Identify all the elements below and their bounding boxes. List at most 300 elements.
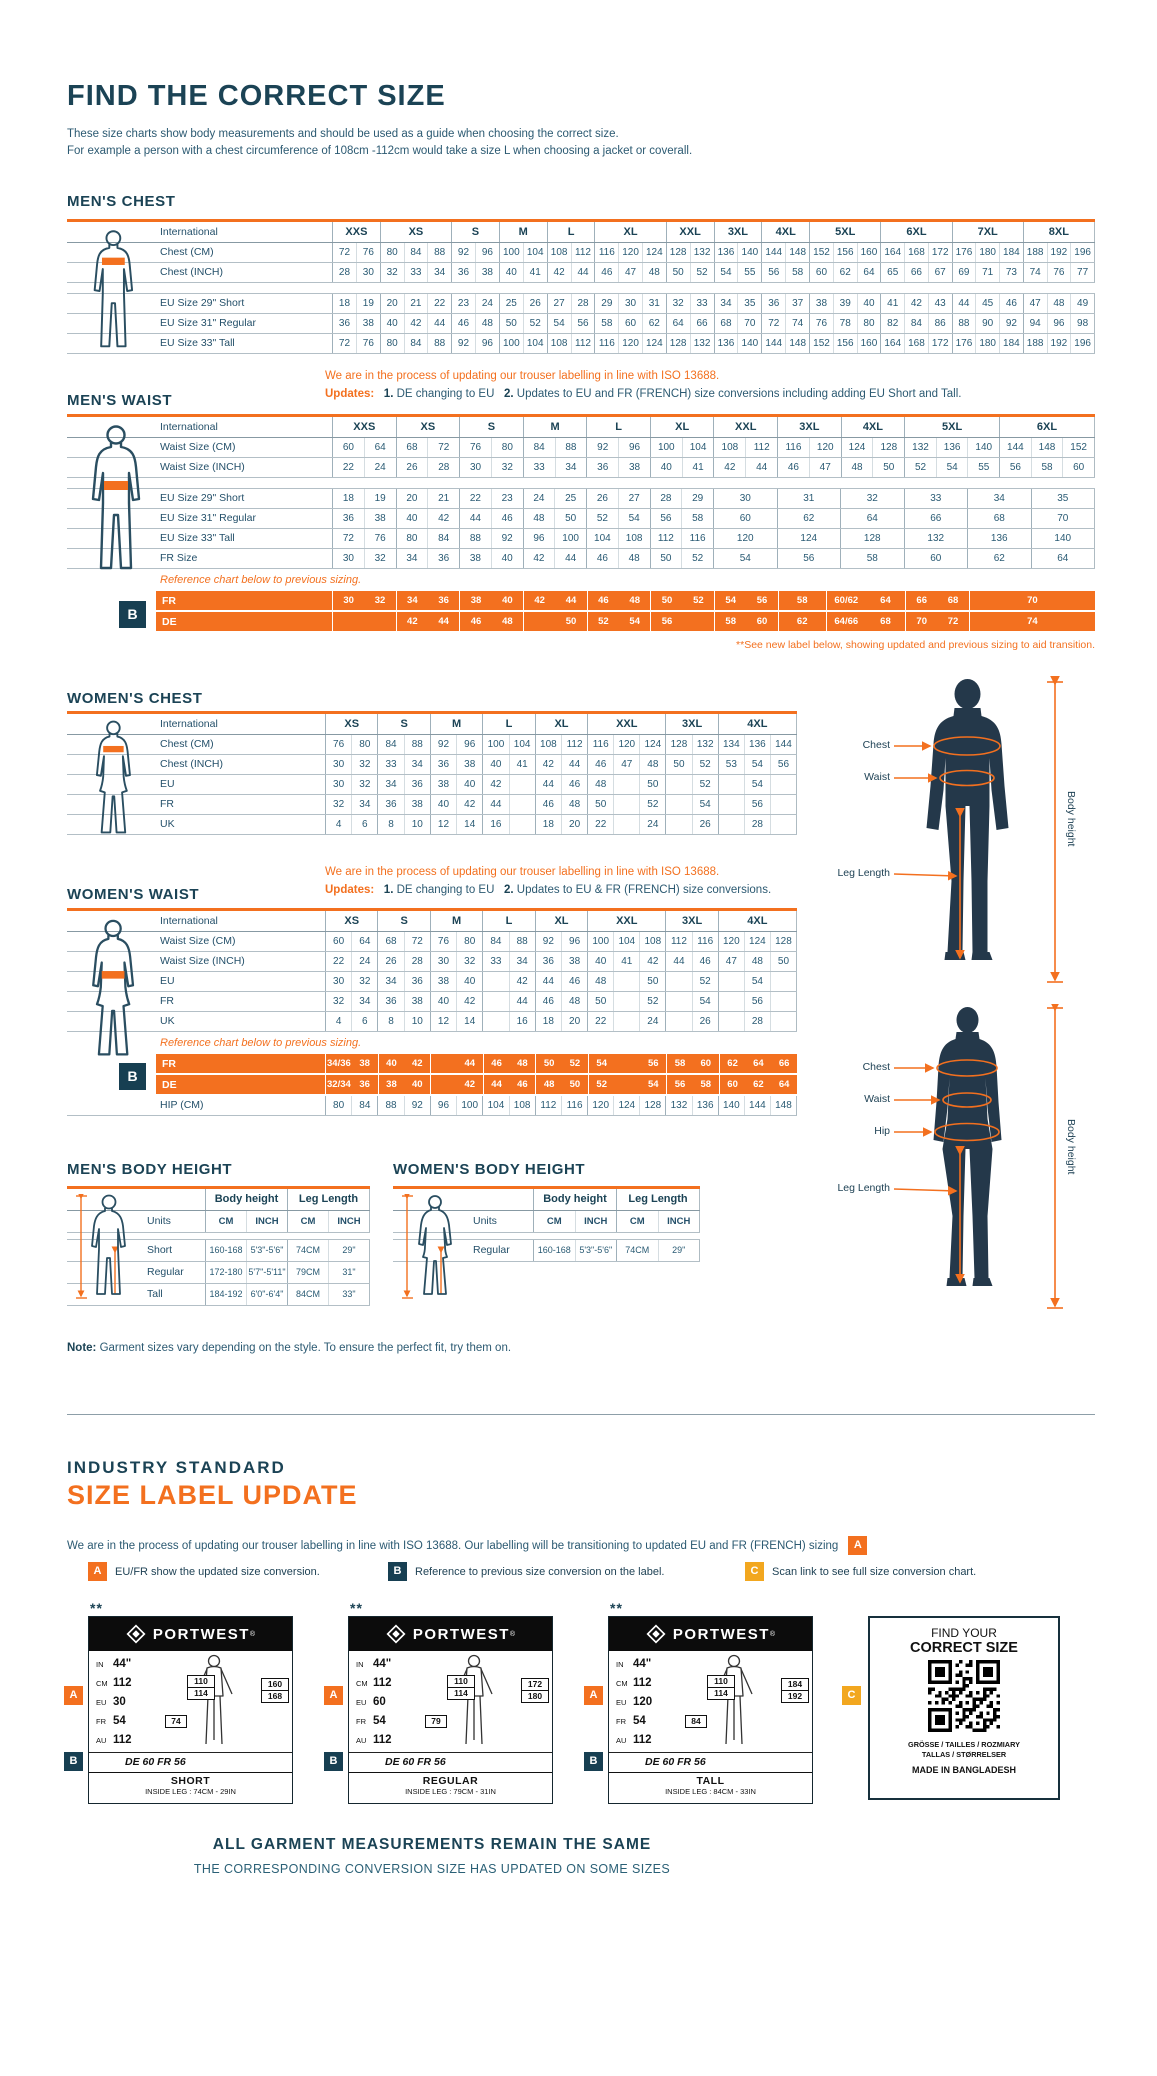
subtitle-line-2: For example a person with a chest circumference of 108cm -112cm would take a size L when choosing a jacket or coverall. [67,145,693,157]
size-cell: 36 [437,759,450,770]
size-cell: 44 [745,458,777,477]
size-cell-group [665,1096,717,1115]
size-cell-group [332,294,380,313]
size-cell-group [535,735,587,754]
sketch-figure-icon [703,1654,765,1750]
unit-value: 112 [373,1734,392,1746]
size-cell-group [459,612,523,631]
size-cell: 38 [561,952,587,971]
size-cell: 74 [1027,616,1038,627]
size-cell [431,1075,457,1094]
size-cell [613,795,639,814]
size-cell: 40 [660,462,672,473]
size-cell-group [650,612,714,631]
chest-label: Chest [862,1061,890,1073]
updates-label: Updates: [325,388,375,400]
size-cell: 120 [618,334,642,353]
size-cell: 18 [338,298,351,309]
size-cell: 40 [595,956,607,967]
size-cell: 100 [456,1096,482,1115]
size-cell: 180 [975,334,999,353]
size-cell: 23 [491,489,523,508]
size-cell: 34 [351,795,377,814]
size-conversion-list [616,1653,652,1748]
size-cell: 160 [857,243,881,262]
size-cell: 128 [669,338,687,349]
size-cell: 40 [857,294,881,313]
size-column-header: XXL [713,417,777,437]
size-cell: 37 [785,294,809,313]
size-cell: 144 [770,735,796,754]
row-label: Regular [473,1244,510,1256]
size-cell: 42 [456,992,482,1011]
size-cell: 88 [958,318,970,329]
size-cell: 62 [833,263,857,282]
size-cell: 38 [437,779,450,790]
size-cell-group [1023,294,1094,313]
unit-value: 44" [113,1658,132,1670]
size-cell: 54 [720,267,732,278]
size-cell-group [430,1096,482,1115]
size-cell: 33 [385,759,397,770]
size-cell: 14 [456,815,482,834]
size-cell-group [1031,529,1095,548]
size-cell-group [905,612,969,631]
size-column-header: L [482,911,534,931]
size-cell: 60 [618,314,642,333]
size-cell: 46 [457,318,470,329]
size-cell: 34 [427,263,451,282]
size-cell-group [523,529,587,548]
size-cell: 66 [778,1058,790,1069]
size-cell: 29 [681,489,713,508]
size-cell: CM [218,1216,234,1227]
unit-value: 60 [373,1696,386,1708]
size-cell: 76 [356,334,380,353]
size-cell: 84 [904,314,928,333]
size-cell-group [396,612,460,631]
size-cell: 44 [958,298,970,309]
size-cell: 94 [1029,318,1041,329]
size-cell-group [325,1012,377,1031]
size-column-header: 3XL [777,417,841,437]
portwest-logo [349,1617,552,1651]
portwest-logo [609,1617,812,1651]
size-cell: 64/66 [834,616,859,627]
size-cell-group [718,1012,796,1031]
size-cell-group [377,735,429,754]
size-cell: 22 [469,493,481,504]
size-cell: 44 [509,992,535,1011]
size-cell-group [482,972,534,991]
size-column-header: L [586,417,650,437]
size-cell: 38 [475,263,499,282]
badge-c: C [745,1562,764,1581]
size-cell [613,992,639,1011]
correct-size-label: CORRECT SIZE [910,1640,1018,1656]
size-cell-group [665,775,717,794]
size-cell-group [587,775,665,794]
row-label: Chest (INCH) [160,266,224,278]
size-cell-group [809,263,880,282]
unit-value: 120 [633,1696,653,1708]
size-column-header: 4XL [761,222,809,242]
size-cell-group [650,509,714,528]
size-cell [613,775,639,794]
row-label: UK [160,1015,175,1027]
mens-waist-note: We are in the process of updating our trouser labelling in line with ISO 13688. Updates: 1. DE changing to EU 2. Updates to EU and FR (FRENCH) size conversions including adding EU Short and Tall. [325,367,961,403]
size-cell: 144 [1007,442,1024,453]
size-cell: 22 [427,294,451,313]
badge-b: B [388,1562,407,1581]
size-cell: 64 [857,263,881,282]
size-cell: 80 [857,314,881,333]
size-cell: 36 [768,298,780,309]
size-cell: 96 [561,932,587,951]
size-cell-group [499,334,547,353]
size-cell: 40 [502,595,513,606]
size-cell: 47 [618,263,642,282]
size-cell: 70 [737,314,761,333]
size-cell: 44 [469,513,481,524]
made-in-label: MADE IN BANGLADESH [911,1765,1016,1775]
size-cell: 176 [955,338,973,349]
size-cell: 44 [490,799,502,810]
size-cell-group [396,529,460,548]
size-cell-group [459,549,523,568]
size-cell: 108 [639,932,665,951]
size-cell: 148 [770,1096,796,1115]
size-cell-group [380,314,451,333]
size-cell: 60 [739,513,751,524]
size-cell: 35 [1057,493,1069,504]
size-cell: 39 [833,294,857,313]
size-cell: 30 [342,553,354,564]
mens-waist-table [67,414,1095,655]
measure-value: 184 [787,1679,803,1689]
size-cell [719,795,744,814]
size-line [356,1710,392,1729]
find-your-label: FIND YOUR [931,1626,997,1640]
chest-measure-box [707,1675,735,1700]
size-cell [615,1054,641,1073]
size-cell: 24 [475,294,499,313]
size-cell-group [499,294,547,313]
size-cell: 60 [815,267,828,278]
size-cell: 28 [571,294,595,313]
size-cell [719,992,744,1011]
size-cell: 54 [744,755,770,774]
size-cell: 48 [642,263,666,282]
size-column-header: S [459,417,523,437]
size-cell: 10 [404,1012,430,1031]
size-cell: 22 [595,819,607,830]
size-cell-group [969,591,1095,610]
size-line [616,1710,652,1729]
legend-item-c: C Scan link to see full size conversion chart. [745,1562,976,1581]
size-cell-group [332,612,396,631]
size-cell: 116 [592,739,609,750]
stars-marker: ** [610,1600,623,1616]
size-line [356,1729,392,1748]
row-label: EU Size 29" Short [160,492,245,504]
size-cell: 76 [1047,263,1071,282]
size-cell: 40 [386,1058,397,1069]
size-cell-group [523,438,587,457]
size-cell-group [325,735,377,754]
size-cell-group [665,735,717,754]
size-cell: 38 [356,314,380,333]
size-cell: 116 [785,442,802,453]
size-cell: 184 [999,334,1023,353]
badge-b: B [324,1752,343,1771]
size-cell-group [714,294,762,313]
size-cell-group [332,549,396,568]
size-cell-group [718,992,796,1011]
row-label: EU Size 29" Short [160,297,245,309]
size-cell: 30 [333,976,345,987]
size-cell [666,775,691,794]
size-cell-group [967,509,1031,528]
size-cell: 92 [457,247,470,258]
size-cell-group [205,1284,287,1305]
inside-leg: INSIDE LEG : 74CM - 29IN [145,1787,236,1796]
size-cell-group [666,1054,719,1073]
size-cell-group [666,334,714,353]
leg-measure-box [685,1715,707,1728]
size-cell: 24 [351,952,377,971]
size-cell-group [718,932,796,951]
size-cell-group [459,591,523,610]
previous-size-line: DE 60 FR 56 [89,1752,292,1772]
unit-value: 112 [113,1734,132,1746]
size-cell: 34 [385,976,397,987]
size-cell: 32 [364,549,396,568]
size-cell: 50 [672,267,684,278]
size-cell: 31 [642,294,666,313]
size-cell [615,1075,641,1094]
size-cell: 32 [351,755,377,774]
size-cell-group [377,1012,429,1031]
size-cell: 58 [785,263,809,282]
size-cell: 112 [571,334,595,353]
size-cell: 52 [523,314,547,333]
size-cell-group [396,458,460,477]
size-cell: 33 [690,294,714,313]
size-cell: 54 [618,509,650,528]
iso-note: We are in the process of updating our trouser labelling in line with ISO 13688. [325,370,720,382]
size-cell-group [482,952,534,971]
unit-label: CM [96,1679,108,1688]
table-row [67,815,797,835]
size-cell: 46 [561,972,587,991]
size-cell: 92 [491,529,523,548]
size-cell: 6'0"-6'4" [246,1284,287,1305]
unit-label: FR [356,1717,366,1726]
size-cell: 72 [342,533,354,544]
size-cell: 32/34 [327,1079,351,1090]
size-cell: 152 [1062,438,1094,457]
size-cell [333,612,364,631]
size-cell: 172-180 [209,1267,243,1277]
size-cell: 42 [534,595,545,606]
row-label: FR [162,595,176,607]
row-label: Chest (CM) [160,246,214,258]
size-cell: 116 [681,529,713,548]
size-cell-group [999,458,1094,477]
size-column-header: 3XL [665,911,717,931]
size-cell: 112 [745,438,777,457]
size-cell: 40 [491,549,523,568]
table-header-row [67,911,797,932]
size-cell-group [325,1054,378,1073]
size-cell: 100 [502,247,520,258]
size-cell-group [650,438,714,457]
size-cell: 64 [866,513,878,524]
row-label: Units [473,1215,497,1227]
size-cell: 108 [540,739,557,750]
size-cell: 24 [364,458,396,477]
size-cell: 22 [333,956,345,967]
size-cell-group [377,795,429,814]
size-cell: 32 [491,458,523,477]
size-cell-group [430,815,482,834]
size-cell: 88 [427,243,451,262]
size-cell: 31" [328,1262,369,1283]
measure-value: 160 [267,1679,283,1689]
size-cell: 34 [406,553,418,564]
size-cell-group [535,1096,587,1115]
size-cell: 64 [672,318,684,329]
female-chest-figure-icon [83,720,147,838]
size-cell: 48 [533,513,545,524]
size-cell-group [586,509,650,528]
size-cell: 26 [523,294,547,313]
size-cell: 22 [595,1016,607,1027]
size-cell: 124 [639,735,665,754]
size-cell: 136 [717,338,735,349]
unit-label: CM [616,1679,628,1688]
size-cell-group [880,294,951,313]
size-cell: 25 [505,298,517,309]
size-cell-group [718,815,796,834]
size-cell: 80 [386,247,398,258]
row-label: Waist Size (CM) [160,935,236,947]
size-cell: 79CM [295,1267,320,1277]
size-cell: 50 [543,1058,555,1069]
size-cell-group [967,489,1031,508]
size-cell: 48 [639,755,665,774]
size-cell: 28 [660,493,672,504]
size-cell: 124 [744,932,770,951]
size-cell: 55 [967,458,999,477]
womens-chest-heading: WOMEN'S CHEST [67,690,203,707]
size-cell-group [665,815,717,834]
size-cell: 188 [1026,247,1044,258]
size-cell-group [719,1075,797,1094]
size-cell-group [665,992,717,1011]
size-cell: 52 [596,1079,607,1090]
size-cell: 20 [561,1012,587,1031]
size-label-update-heading: SIZE LABEL UPDATE [67,1480,358,1510]
size-cell-group [594,314,665,333]
size-cell-group [482,775,534,794]
size-cell-group [547,314,595,333]
size-cell: 48 [543,1079,555,1090]
female-measurement-figure [830,1004,1100,1316]
size-cell: 30 [739,493,751,504]
size-cell [509,795,535,814]
size-cell: 66 [690,314,714,333]
size-cell: 41 [887,298,899,309]
size-cell: 40 [411,1079,423,1090]
size-cell-group [459,438,523,457]
table-header-row [67,222,1095,243]
size-label-card [589,1600,813,1804]
badge-a: A [848,1536,867,1555]
unit-value: 44" [633,1658,652,1670]
size-cell: 92 [437,739,450,750]
size-line [616,1691,652,1710]
size-cell: 60 [700,1058,712,1069]
size-cell-group [587,735,665,754]
row-label: FR [162,1058,176,1070]
size-cell: 48 [517,1058,528,1069]
previous-size-line: DE 60 FR 56 [609,1752,812,1772]
size-cell: 108 [618,529,650,548]
registered-mark: ® [509,1630,516,1638]
size-cell: 54 [629,616,640,627]
size-column-header: 7XL [952,222,1023,242]
size-cell-group [952,263,1023,282]
size-cell-group [587,755,665,774]
female-height-figure-icon [401,1194,467,1300]
table-row [67,458,1095,478]
size-cell: 45 [975,294,999,313]
size-cell: 104 [523,243,547,262]
size-cell-group [587,815,665,834]
table-header-row [67,714,797,735]
size-cell: 40 [437,799,450,810]
size-cell: 72 [404,932,430,951]
size-cell-group [482,1012,534,1031]
size-cell: 48 [851,462,863,473]
size-cell: 176 [955,247,973,258]
size-cell: 32 [333,996,345,1007]
size-cell: 44 [464,1058,476,1069]
size-cell: 96 [533,533,545,544]
size-cell: 30 [437,956,450,967]
size-line [616,1729,652,1748]
size-cell: 23 [457,298,470,309]
size-cell: 46 [692,952,718,971]
size-cell-group [594,334,665,353]
size-cell: 42 [542,759,554,770]
size-cell-group [586,549,650,568]
size-cell: 56 [770,755,796,774]
size-cell-group [777,529,841,548]
size-cell: 24 [639,1012,665,1031]
size-cell-group [809,243,880,262]
size-cell-group [325,952,377,971]
size-cell-group [841,438,905,457]
size-cell-group [967,549,1031,568]
row-label: DE [162,1079,177,1091]
size-cell: 40 [505,267,517,278]
size-cell: 80 [386,338,398,349]
size-cell: 77 [1070,263,1094,282]
size-cell: 36 [385,996,397,1007]
